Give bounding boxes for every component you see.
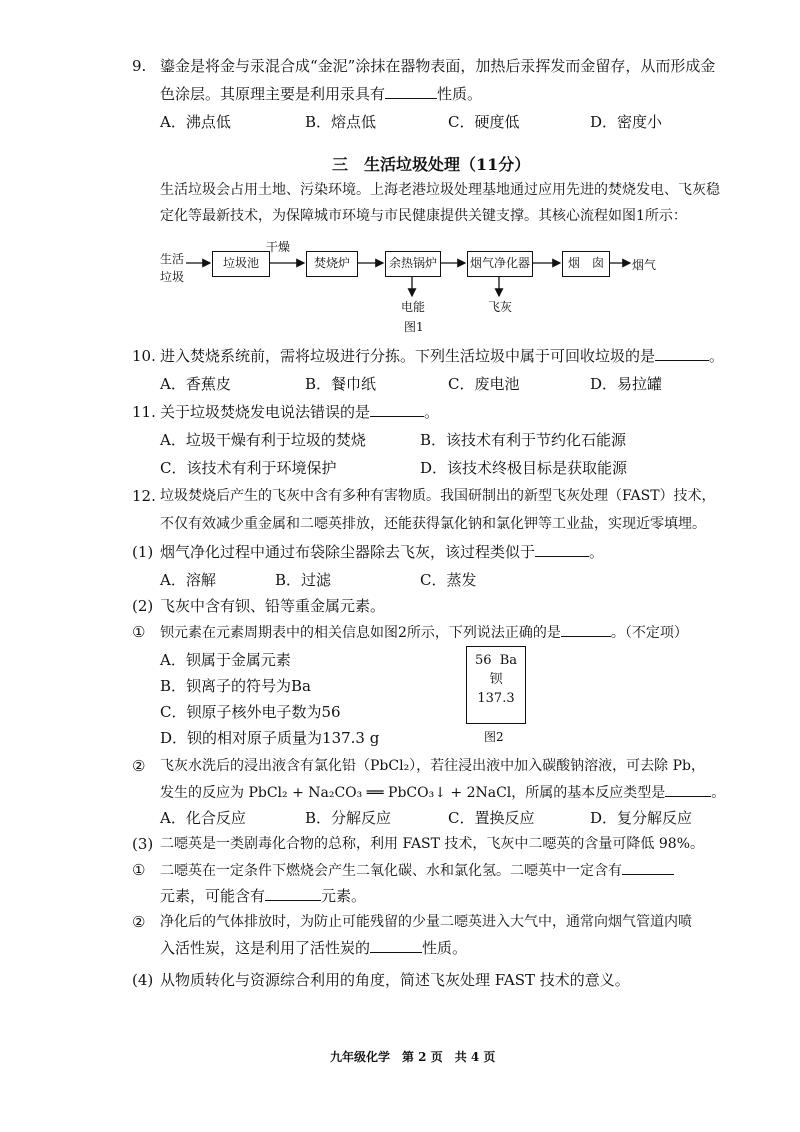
q12-part3a-number: ①	[132, 861, 146, 879]
q12-part3b-line2: 入活性炭，这是利用了活性炭的 性质。	[160, 939, 468, 957]
q12-part2b-line1: 飞灰水洗后的浸出液含有氯化铅（PbCl₂），若往浸出液中加入碳酸钠溶液，可去除 Pb，	[160, 758, 706, 774]
q12-part1-option-a: A．溶解	[160, 571, 216, 589]
element-atomic-mass: 137.3	[477, 691, 515, 706]
q12-part3a-blank2	[265, 886, 321, 901]
section3-intro-line2: 定化等最新技术，为保障城市环境与市民健康提供关键支撑。其核心流程如图1所示：	[160, 208, 687, 224]
flow-label-electricity: 电能	[401, 300, 426, 314]
q9-option-b: B．熔点低	[305, 113, 377, 131]
q10-option-c: C．废电池	[448, 375, 520, 393]
element-name: 钡	[489, 672, 503, 687]
q12-part3a-line2: 元素，可能含有 元素。	[160, 887, 367, 905]
q12-part3b-number: ②	[132, 913, 146, 931]
q12-part2b-option-b: B．分解反应	[305, 809, 392, 827]
figure2-caption: 图2	[484, 730, 504, 744]
q12-part3-number: (3)	[132, 835, 154, 853]
flow-label-fly-ash: 飞灰	[488, 300, 513, 314]
q12-part2a-blank	[561, 622, 611, 637]
flow-box-waste-heat-boiler: 余热锅炉	[385, 251, 441, 277]
q12-part1-option-b: B．过滤	[275, 571, 332, 589]
q12-part1-option-c: C．蒸发	[420, 571, 477, 589]
q12-part2a-option-a: A．钡属于金属元素	[160, 651, 291, 669]
flow-label-drying: 干燥	[266, 240, 291, 254]
q12-part2b-number: ②	[132, 757, 146, 775]
q12-part2b-option-a: A．化合反应	[160, 809, 246, 827]
q12-part2a-option-b: B．钡离子的符号为Ba	[160, 677, 311, 695]
q12-part3a-line1: 二噁英在一定条件下燃烧会产生二氧化碳、水和氯化氢。二噁英中一定含有	[160, 860, 674, 881]
flow-label-flue-gas: 烟气	[632, 258, 657, 272]
flow-start-line1: 生活	[160, 252, 185, 266]
q12-part2b-option-d: D．复分解反应	[590, 809, 693, 827]
flow-box-flue-gas-purifier: 烟气净化器	[467, 251, 533, 277]
q10-blank	[655, 346, 709, 361]
q11-option-c: C．该技术有利于环境保护	[160, 459, 337, 477]
q11-stem: 关于垃圾焚烧发电说法错误的是 。	[160, 403, 440, 421]
q12-part2b-option-c: C．置换反应	[448, 809, 535, 827]
q11-option-a: A．垃圾干燥有利于垃圾的焚烧	[160, 431, 366, 449]
q9-number: 9.	[132, 57, 147, 75]
q12-part3a-blank1	[622, 860, 674, 875]
q12-part2a-option-c: C．钡原子核外电子数为56	[160, 703, 341, 721]
q11-option-b: B．该技术有利于节约化石能源	[420, 431, 627, 449]
q12-part1-blank	[535, 542, 589, 557]
section3-intro-line1: 生活垃圾会占用土地、污染环境。上海老港垃圾处理基地通过应用先进的焚烧发电、飞灰稳	[160, 182, 720, 198]
q10-option-a: A．香蕉皮	[160, 375, 231, 393]
q12-part3b-blank	[370, 938, 422, 953]
q9-line2: 色涂层。其原理主要是利用汞具有 性质。	[160, 85, 483, 103]
q11-option-d: D．该技术终极目标是获取能源	[420, 459, 628, 477]
q12-part4-stem: 从物质转化与资源综合利用的角度，简述飞灰处理 FAST 技术的意义。	[160, 971, 630, 989]
q12-part1-number: (1)	[132, 543, 154, 561]
q12-part2a-option-d: D．钡的相对原子质量为137.3 g	[160, 729, 380, 747]
q10-number: 10.	[132, 347, 156, 365]
q12-part1-stem: 烟气净化过程中通过布袋除尘器除去飞灰，该过程类似于 。	[160, 543, 605, 561]
q9-option-d: D．密度小	[590, 113, 663, 131]
page-footer: 九年级化学 第 2 页 共 4 页	[330, 1050, 496, 1064]
q9-line1: 鎏金是将金与汞混合成“金泥”涂抹在器物表面，加热后汞挥发而金留存，从而形成金	[160, 57, 716, 75]
flow-box-garbage-pit: 垃圾池	[212, 251, 270, 277]
q9-option-a: A．沸点低	[160, 113, 231, 131]
q12-part2a-number: ①	[132, 623, 146, 641]
q11-blank	[370, 402, 424, 417]
q12-part2-stem: 飞灰中含有钡、铅等重金属元素。	[160, 597, 386, 615]
flow-box-incinerator: 焚烧炉	[306, 251, 358, 277]
section3-title: 三 生活垃圾处理（11分）	[332, 155, 531, 174]
element-symbol: Ba	[499, 653, 518, 668]
q12-part2b-blank	[665, 782, 711, 797]
q12-number: 12.	[132, 487, 156, 505]
element-atomic-number: 56	[474, 653, 492, 668]
q12-line1: 垃圾焚烧后产生的飞灰中含有多种有害物质。我国研制出的新型飞灰处理（FAST）技术，	[160, 488, 716, 504]
flow-arrows	[0, 0, 800, 340]
q12-part2b-line2: 发生的反应为 PbCl₂ + Na₂CO₃ ══ PbCO₃↓ + 2NaCl，所属的基本反应类型是 。	[160, 782, 725, 803]
figure1-caption: 图1	[404, 320, 424, 334]
flow-box-chimney: 烟 囱	[562, 251, 610, 277]
q10-option-d: D．易拉罐	[590, 375, 663, 393]
q12-line2: 不仅有效减少重金属和二噁英排放，还能获得氯化钠和氯化钾等工业盐，实现近零填埋。	[160, 516, 706, 532]
q9-option-c: C．硬度低	[448, 113, 520, 131]
q12-part3b-line1: 净化后的气体排放时，为防止可能残留的少量二噁英进入大气中，通常向烟气管道内喷	[160, 914, 692, 930]
flow-start-line2: 垃圾	[160, 270, 185, 284]
q12-part2-number: (2)	[132, 597, 154, 615]
barium-element-card	[466, 646, 526, 724]
q10-stem: 进入焚烧系统前，需将垃圾进行分拣。下列生活垃圾中属于可回收垃圾的是 。	[160, 347, 725, 365]
q12-part3-stem: 二噁英是一类剧毒化合物的总称，利用 FAST 技术，飞灰中二噁英的含量可降低 98%。	[160, 836, 705, 852]
q10-option-b: B．餐巾纸	[305, 375, 377, 393]
q12-part2a-stem: 钡元素在元素周期表中的相关信息如图2所示，下列说法正确的是 。（不定项）	[160, 622, 688, 643]
q12-part4-number: (4)	[132, 971, 154, 989]
q11-number: 11.	[132, 403, 156, 421]
